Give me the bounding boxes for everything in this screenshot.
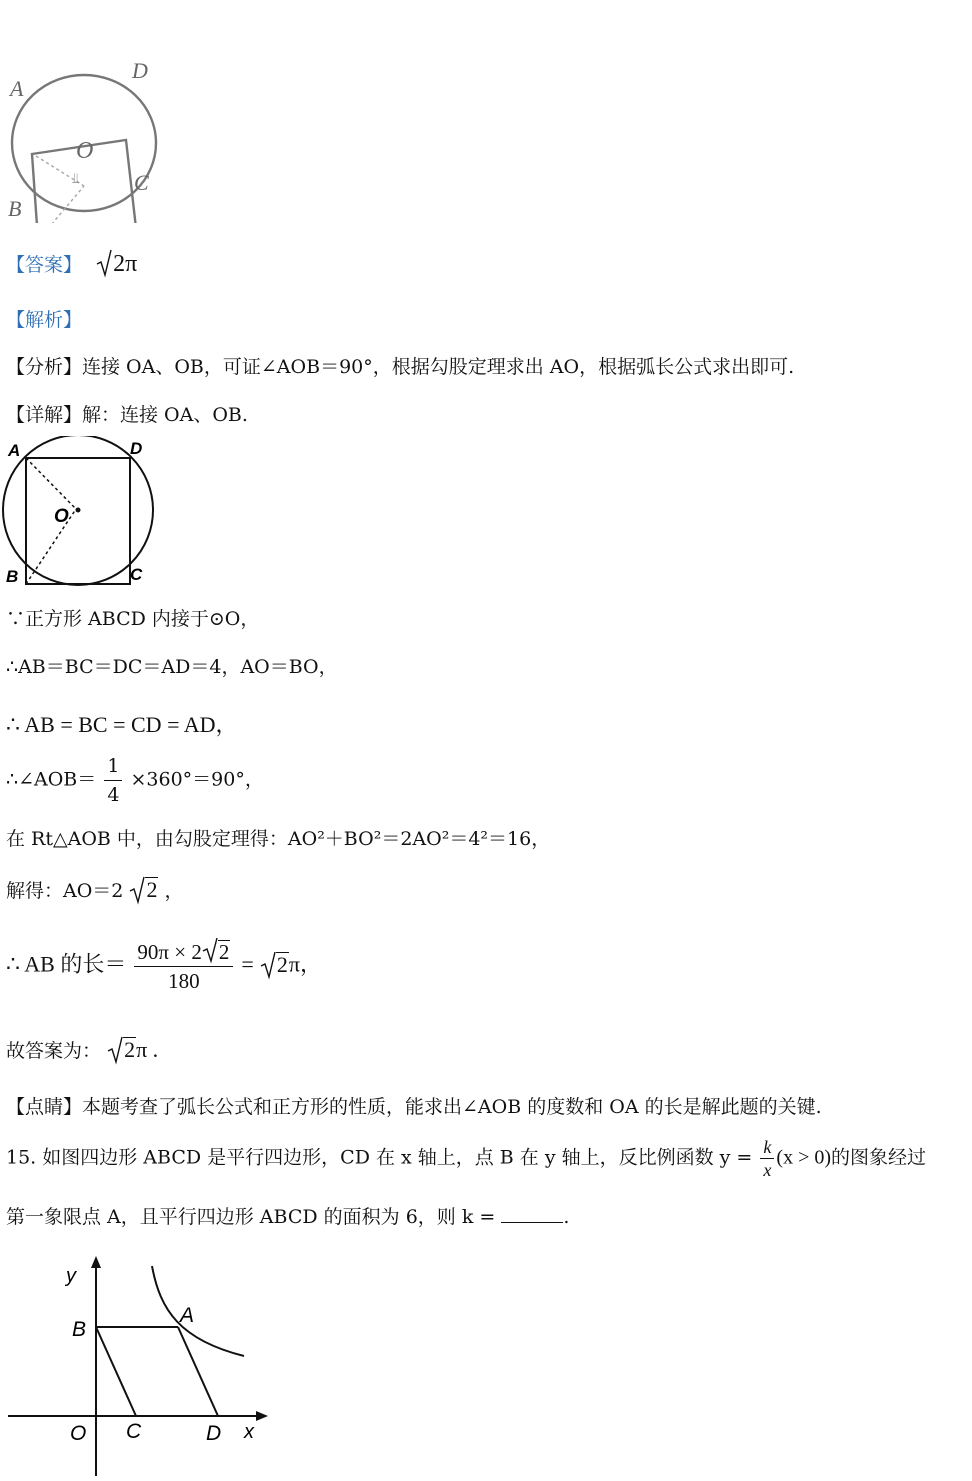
step-8-post: π . (136, 1037, 159, 1062)
step-7-num: 90π × 2 (137, 940, 202, 964)
fig2-label-b: B (6, 567, 19, 586)
fig3-label-d: D (206, 1422, 222, 1445)
step-8-radicand: 2 (124, 1037, 136, 1062)
figure-parallelogram-hyperbola (0, 1250, 280, 1480)
fig1-label-o: O (76, 138, 94, 164)
step-4 (6, 752, 264, 809)
step-6-pre: 解得：AO＝2 (6, 880, 124, 902)
q15-text1: 如图四边形 ABCD 是平行四边形，CD 在 x 轴上，点 B 在 y 轴上，反比例函数 y = (42, 1146, 753, 1169)
q15-text2: 第一象限点 A，且平行四边形 ABCD 的面积为 6，则 k = (6, 1206, 496, 1228)
fenxi-text: 连接 OA、OB，可证∠AOB＝90°，根据勾股定理求出 AO，根据弧长公式求出即可. (82, 356, 795, 378)
step-6-post: ， (164, 880, 184, 902)
step-7-den: 180 (168, 969, 200, 993)
step-7-num-radicand: 2 (218, 940, 230, 964)
fig1-label-a: A (10, 76, 24, 101)
fig2-label-c: C (130, 565, 143, 584)
step-6-radicand: 2 (146, 877, 158, 902)
q15-frac-num: k (760, 1136, 774, 1159)
step-7-radicand: 2 (276, 951, 288, 977)
q15-text1-end: 的图象经过 (831, 1146, 927, 1169)
answer-value (96, 251, 138, 277)
step-7-pre: ∴ AB 的长＝ (6, 951, 127, 977)
step-4-num: 1 (104, 752, 122, 781)
answer-row (6, 250, 138, 278)
xiangjie-label: 【详解】 (6, 404, 83, 426)
q15-line2 (6, 1202, 569, 1229)
xiangjie-text: 解：连接 OA、OB. (82, 404, 248, 426)
step-2: ∴AB＝BC＝DC＝AD＝4，AO＝BO， (6, 656, 338, 678)
dianjing-text: 本题考查了弧长公式和正方形的性质，能求出∠AOB 的度数和 OA 的长是解此题的关键. (82, 1096, 822, 1118)
q15-condition: (x > 0) (776, 1146, 832, 1169)
step-1: ∵正方形 ABCD 内接于⊙O， (6, 608, 260, 630)
step-7 (6, 938, 322, 995)
step-5: 在 Rt△AOB 中，由勾股定理得：AO²＋BO²＝2AO²＝4²＝16， (6, 828, 551, 850)
q15-number: 15. (6, 1146, 37, 1169)
step-3: ∴ AB = BC = CD = AD， (6, 712, 238, 737)
q15-line1 (6, 1136, 926, 1181)
fig1-label-c: C (134, 170, 149, 195)
step-7-eq: = (241, 951, 254, 977)
step-7-fraction (134, 938, 233, 995)
step-4-post: ×360°＝90°， (130, 768, 264, 791)
q15-text2-end: . (563, 1206, 570, 1228)
step-8 (6, 1036, 158, 1063)
step-8-pre: 故答案为： (6, 1040, 102, 1062)
step-4-fraction (104, 752, 122, 809)
fenxi-label: 【分析】 (6, 356, 83, 378)
fig1-label-b: B (8, 196, 22, 221)
step-4-den: 4 (107, 784, 120, 806)
fig3-label-x: x (244, 1421, 254, 1443)
fig2-label-a: A (8, 441, 21, 460)
figure-inscribed-square (0, 436, 162, 588)
fig1-mark: ⫫ (72, 171, 80, 187)
fig1-label-d: D (132, 58, 148, 83)
dianjing-label: 【点睛】 (6, 1096, 83, 1118)
fig3-label-b: B (72, 1318, 87, 1341)
dianjing-row (6, 1092, 822, 1119)
fig2-label-o: O (54, 506, 69, 527)
fenxi-row (6, 352, 794, 379)
fig3-label-a: A (180, 1304, 195, 1327)
fig3-label-c: C (126, 1420, 142, 1443)
q15-frac-den: x (763, 1160, 772, 1180)
answer-label: 【答案】 (6, 254, 83, 276)
analysis-label: 【解析】 (6, 309, 83, 331)
answer-value-text: 2π (113, 251, 138, 277)
q15-fraction (760, 1136, 774, 1181)
fig3-label-y: y (66, 1265, 76, 1287)
answer-blank[interactable] (501, 1206, 563, 1223)
step-7-post: π， (288, 951, 322, 977)
fig2-label-d: D (130, 439, 143, 458)
fig3-label-o: O (70, 1422, 87, 1445)
xiangjie-row (6, 400, 248, 427)
figure-circle-quadrilateral (4, 58, 164, 223)
step-6 (6, 876, 184, 903)
step-4-pre: ∴∠AOB＝ (6, 768, 97, 791)
